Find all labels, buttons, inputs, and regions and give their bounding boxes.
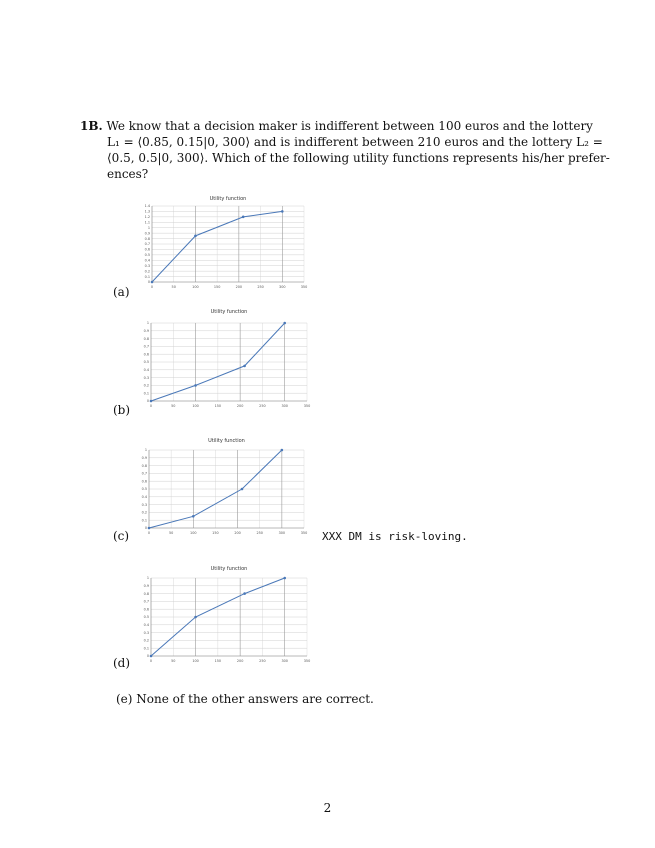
chart-d-ytick: 1 bbox=[146, 576, 149, 581]
chart-a-ytick: 0.6 bbox=[144, 247, 150, 252]
chart-c-ytick: 0.4 bbox=[141, 495, 147, 499]
chart-b-ytick: 0.5 bbox=[143, 360, 149, 365]
chart-d-title: Utility function bbox=[210, 566, 248, 572]
chart-b-xtick: 150 bbox=[214, 404, 222, 408]
chart-c-xtick: 250 bbox=[256, 531, 263, 535]
option-b-label[interactable]: (b) bbox=[113, 403, 131, 417]
chart-c-xtick: 200 bbox=[234, 531, 241, 535]
chart-a-xtick: 250 bbox=[257, 285, 264, 289]
chart-d-point bbox=[150, 655, 153, 658]
chart-c-ytick: 0.6 bbox=[141, 479, 147, 484]
question-line-4: ences? bbox=[107, 167, 149, 181]
chart-a-point bbox=[281, 210, 284, 213]
chart-c-xtick: 0 bbox=[147, 531, 151, 535]
chart-d-point bbox=[194, 616, 197, 619]
chart-b-xtick: 200 bbox=[236, 404, 244, 408]
chart-b-point bbox=[243, 365, 246, 368]
chart-c-xtick: 350 bbox=[300, 531, 308, 535]
chart-b-xtick: 350 bbox=[303, 404, 311, 408]
question-text bbox=[80, 118, 610, 182]
chart-c-point bbox=[281, 449, 284, 452]
chart-b-ytick: 0.6 bbox=[143, 352, 149, 357]
question-line-1-text: We know that a decision maker is indifferent between 100 euros and the lottery bbox=[106, 119, 593, 133]
question-number: 1B. bbox=[80, 119, 103, 133]
chart-a-ytick: 0.8 bbox=[144, 236, 150, 241]
chart-a-ytick: 0.5 bbox=[144, 253, 150, 258]
chart-a-xtick: 0 bbox=[150, 285, 154, 289]
chart-d-xtick: 150 bbox=[214, 659, 222, 663]
chart-a-ytick: 0.3 bbox=[144, 263, 150, 268]
chart-b-xtick: 0 bbox=[149, 404, 153, 408]
chart-c-ytick: 0 bbox=[144, 526, 147, 531]
chart-c-xtick: 100 bbox=[190, 531, 197, 535]
chart-a-ytick: 0.1 bbox=[144, 274, 150, 279]
chart-b-xtick: 250 bbox=[259, 404, 266, 408]
option-a-label[interactable]: (a) bbox=[113, 285, 130, 299]
chart-a-xtick: 350 bbox=[300, 285, 308, 289]
chart-d-ytick: 0 bbox=[146, 654, 149, 659]
chart-c-xtick: 300 bbox=[278, 531, 286, 535]
chart-b-point bbox=[150, 400, 153, 403]
chart-b-xtick: 100 bbox=[192, 404, 199, 408]
chart-a-ytick: 1.3 bbox=[144, 209, 150, 214]
page-number: 2 bbox=[323, 801, 332, 815]
chart-d-xtick: 300 bbox=[281, 659, 288, 663]
chart-a-ytick: 1 bbox=[147, 225, 150, 230]
chart-c-ytick: 0.5 bbox=[141, 487, 147, 492]
chart-c bbox=[140, 434, 312, 538]
question-line-2: L₁ = ⟨0.85, 0.15|0, 300⟩ and is indifferent between 210 euros and the lottery L₂ = bbox=[107, 135, 603, 149]
chart-b-ytick: 1 bbox=[146, 321, 149, 326]
chart-d-xtick: 0 bbox=[149, 659, 153, 663]
chart-d-ytick: 0.1 bbox=[143, 646, 149, 651]
chart-b-title: Utility function bbox=[210, 309, 248, 315]
chart-a-xtick: 150 bbox=[213, 285, 221, 289]
chart-a-ytick: 0.9 bbox=[144, 231, 150, 236]
chart-d-ytick: 0.4 bbox=[143, 623, 149, 627]
chart-c-point bbox=[241, 488, 244, 491]
chart-b bbox=[140, 305, 312, 410]
chart-c-point bbox=[192, 515, 195, 518]
chart-a-xtick: 300 bbox=[279, 285, 286, 289]
chart-d bbox=[140, 562, 312, 666]
chart-d-xtick: 100 bbox=[192, 659, 199, 663]
chart-b-point bbox=[194, 384, 197, 387]
chart-a-ytick: 1.4 bbox=[144, 204, 150, 209]
chart-c-ytick: 0.3 bbox=[141, 502, 147, 507]
chart-c-ytick: 0.1 bbox=[141, 518, 147, 523]
chart-c-xtick: 50 bbox=[168, 531, 174, 535]
chart-d-ytick: 0.3 bbox=[143, 630, 149, 635]
chart-c-title: Utility function bbox=[208, 438, 245, 444]
chart-a-svg bbox=[140, 192, 312, 292]
chart-a-title: Utility function bbox=[209, 196, 247, 202]
option-c-label[interactable]: (c) bbox=[113, 529, 130, 543]
chart-b-xtick: 50 bbox=[171, 404, 176, 408]
chart-d-svg bbox=[140, 562, 312, 666]
chart-a-point bbox=[151, 281, 154, 284]
chart-c-ytick: 0.9 bbox=[141, 456, 147, 460]
chart-b-xtick: 300 bbox=[281, 404, 288, 408]
chart-a-ytick: 1.1 bbox=[144, 220, 150, 225]
option-e[interactable]: (e) None of the other answers are correct. bbox=[116, 692, 374, 706]
chart-a-point bbox=[194, 235, 197, 238]
chart-b-ytick: 0.1 bbox=[143, 391, 149, 396]
chart-d-ytick: 0.6 bbox=[143, 607, 149, 612]
chart-a-ytick: 0.7 bbox=[144, 242, 150, 247]
chart-c-ytick: 0.7 bbox=[141, 471, 147, 476]
chart-b-ytick: 0.8 bbox=[143, 336, 149, 341]
chart-a-ytick: 0.2 bbox=[144, 269, 150, 274]
chart-d-ytick: 0.5 bbox=[143, 615, 149, 620]
chart-d-ytick: 0.9 bbox=[143, 584, 149, 588]
chart-b-svg bbox=[140, 305, 312, 410]
chart-c-ytick: 0.8 bbox=[141, 463, 147, 468]
chart-b-ytick: 0.4 bbox=[143, 368, 149, 372]
chart-c-ytick: 0.2 bbox=[141, 510, 147, 515]
chart-a-ytick: 0 bbox=[147, 280, 150, 285]
chart-d-xtick: 250 bbox=[259, 659, 266, 663]
chart-b-point bbox=[283, 322, 286, 325]
chart-d-ytick: 0.2 bbox=[143, 638, 149, 643]
chart-a bbox=[140, 192, 312, 292]
chart-c-ytick: 1 bbox=[144, 448, 147, 453]
question-line-3: ⟨0.5, 0.5|0, 300⟩. Which of the following utility functions represents his/her prefer- bbox=[107, 151, 610, 165]
chart-c-point bbox=[148, 527, 151, 530]
chart-a-ytick: 0.4 bbox=[144, 258, 150, 263]
chart-a-ytick: 1.2 bbox=[144, 215, 150, 220]
chart-a-xtick: 50 bbox=[171, 285, 176, 289]
chart-d-ytick: 0.8 bbox=[143, 591, 149, 596]
chart-d-point bbox=[283, 577, 286, 580]
chart-d-point bbox=[243, 592, 246, 595]
chart-c-svg bbox=[140, 434, 312, 538]
chart-d-xtick: 50 bbox=[171, 659, 176, 663]
chart-a-point bbox=[242, 216, 245, 219]
question-line-1 bbox=[80, 118, 593, 134]
chart-a-xtick: 200 bbox=[235, 285, 243, 289]
chart-a-xtick: 100 bbox=[192, 285, 199, 289]
chart-d-xtick: 350 bbox=[303, 659, 311, 663]
chart-d-ytick: 0.7 bbox=[143, 599, 149, 604]
chart-b-ytick: 0.7 bbox=[143, 344, 149, 349]
chart-d-xtick: 200 bbox=[236, 659, 244, 663]
chart-c-xtick: 150 bbox=[212, 531, 219, 535]
chart-b-ytick: 0.9 bbox=[143, 329, 149, 333]
chart-b-ytick: 0 bbox=[146, 399, 149, 404]
chart-b-ytick: 0.3 bbox=[143, 375, 149, 380]
chart-b-ytick: 0.2 bbox=[143, 383, 149, 388]
note-risk-loving: XXX DM is risk-loving. bbox=[322, 530, 468, 543]
option-d-label[interactable]: (d) bbox=[113, 656, 131, 670]
